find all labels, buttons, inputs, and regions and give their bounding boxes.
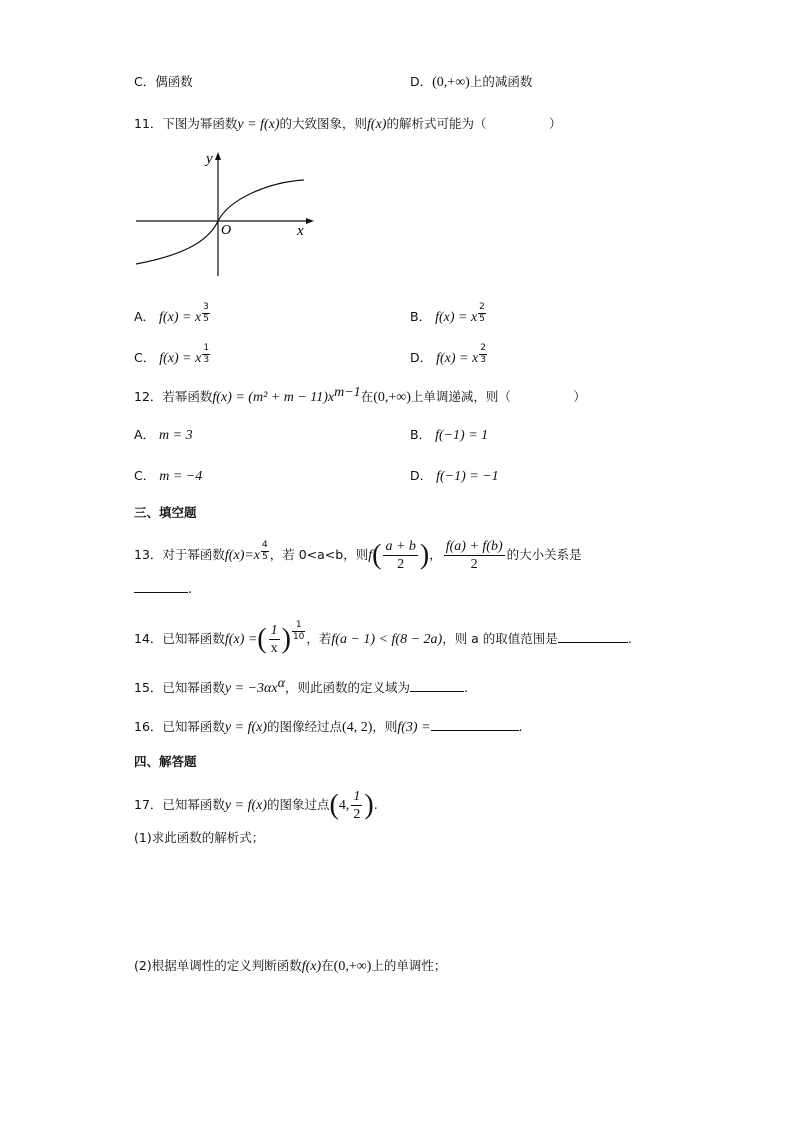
section-fill-in-title: 三、填空题 xyxy=(134,505,197,520)
q11-option-b: B． f(x) = x $\frac{2}{5}$ xyxy=(410,302,485,325)
section-answer-title: 四、解答题 xyxy=(134,754,197,769)
q12-stem: 12．若幂函数$f(x) = (m^2 + m - 11)x^{m-1}$在(0,+∞)上单调递减，则（ ） xyxy=(134,385,586,406)
q12-option-c: C． m = −4 xyxy=(134,468,203,484)
q11-stem: 11．下图为幂函数y = f(x)的大致图象，则f(x)的解析式可能为（ ） xyxy=(134,116,562,132)
q13-stem: 13．对于幂函数f(x)=x $\frac{4}{5}$ ，若 0<a<b，则f( $\frac{a + b}{2}$ )， $\frac{f(a) + f(b)}{2}$ 的大小关系是 xyxy=(134,539,582,572)
q14-answer-blank[interactable] xyxy=(558,628,628,643)
power-curve xyxy=(136,180,304,264)
origin-label: O xyxy=(221,223,232,238)
q10-option-d: D．(0,+∞)上的减函数 xyxy=(410,74,533,90)
q16-stem: 16．已知幂函数y = f(x)的图像经过点(4, 2)，则f(3) = . xyxy=(134,716,523,738)
q13-answer-blank[interactable]: . xyxy=(134,578,192,600)
q16-answer-blank[interactable] xyxy=(431,716,519,731)
y-axis-arrow xyxy=(215,152,221,160)
q12-option-a: A． m = 3 xyxy=(134,427,193,443)
q11-option-d: D． f(x) = x $\frac{2}{3}$ xyxy=(410,343,486,366)
q11-option-c: C． f(x) = x $\frac{1}{3}$ xyxy=(134,343,210,366)
q12-option-d: D． f(−1) = −1 xyxy=(410,468,499,484)
q14-stem: 14．已知幂函数f(x) =( $\frac{1}{x}$ ) $\frac{1}{10}$ ，若f(a − 1) < f(8 − 2a)，则 a 的取值范围是 . xyxy=(134,620,632,656)
x-axis-arrow xyxy=(306,218,314,224)
q17-part2: (2)根据单调性的定义判断函数f(x)在(0,+∞)上的单调性； xyxy=(134,958,447,974)
q15-answer-blank[interactable] xyxy=(410,677,464,692)
q15-stem: 15．已知幂函数$y = -3\alpha x^\alpha$，则此函数的定义域为 . xyxy=(134,676,468,697)
q17-part1: (1)求此函数的解析式； xyxy=(134,830,265,845)
power-function-graph xyxy=(130,148,320,280)
q12-option-b: B． f(−1) = 1 xyxy=(410,427,489,443)
q11-option-a: A． f(x) = x $\frac{3}{5}$ xyxy=(134,302,209,325)
q10-option-c: C．偶函数 xyxy=(134,74,193,89)
q17-stem: 17．已知幂函数y = f(x)的图象过点(4, $\frac{1}{2}$ ). xyxy=(134,789,378,822)
x-axis-label: x xyxy=(297,223,304,239)
y-axis-label: y xyxy=(206,151,213,167)
